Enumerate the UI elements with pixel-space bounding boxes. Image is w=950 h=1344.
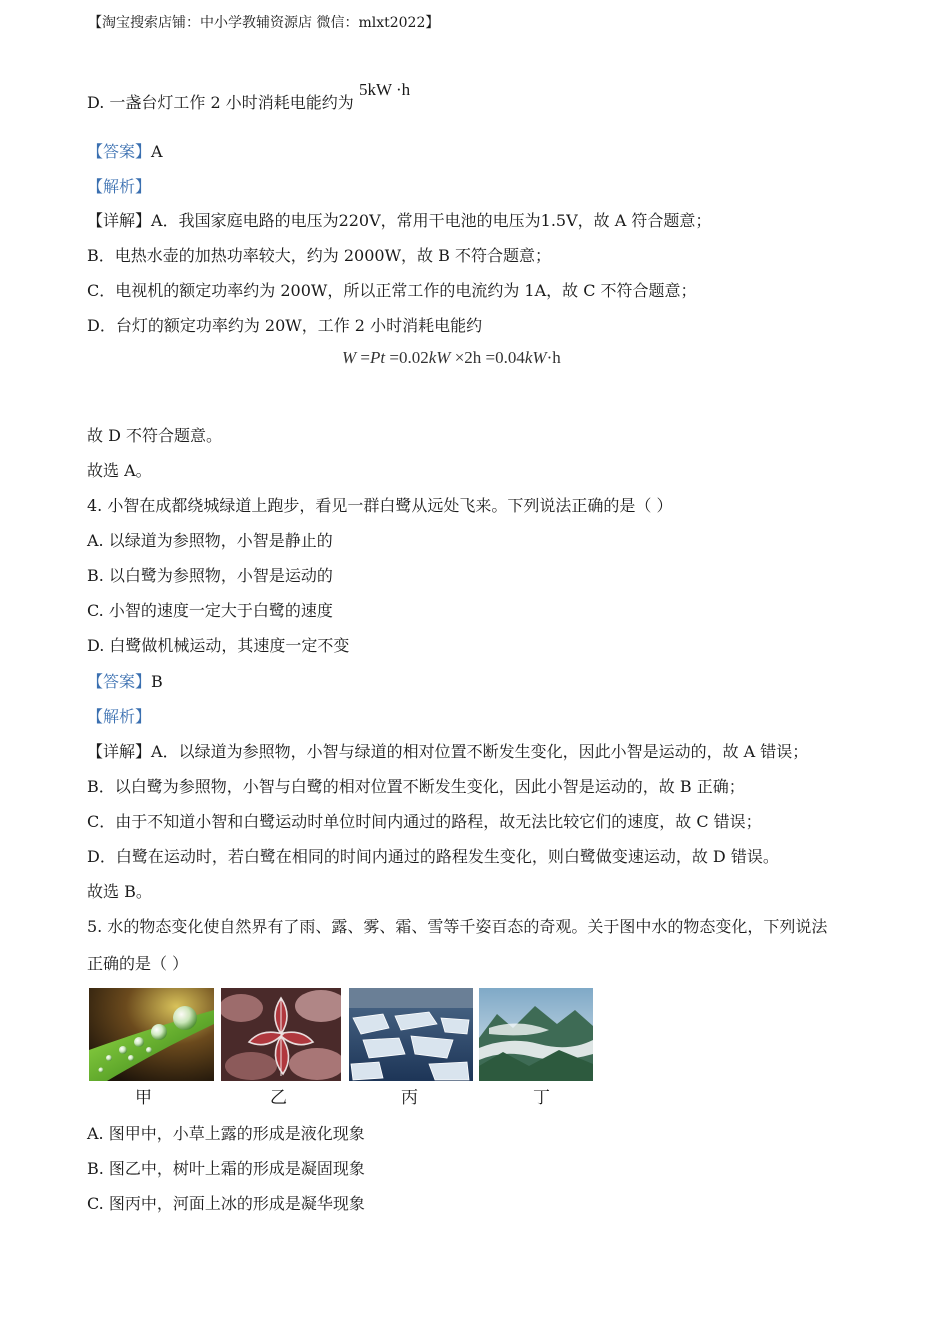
q4-answer (87, 671, 163, 693)
q3-answer (87, 141, 163, 163)
photo-ice-on-river (349, 988, 473, 1081)
dew-photo-drawing (89, 988, 214, 1081)
q3-detail-d: D．台灯的额定功率约为 20W，工作 2 小时消耗电能约 (87, 316, 483, 335)
q3-energy-formula (342, 348, 561, 368)
caption-bing: 丙 (401, 1088, 418, 1108)
detail-a-text: A．我国家庭电路的电压为220V，常用干电池的电压为1.5V，故 A 符合题意； (151, 211, 712, 230)
answer-value: A (151, 142, 163, 161)
q5-option-c: C. 图丙中，河面上冰的形成是凝华现象 (87, 1194, 365, 1213)
watermark-header: 【淘宝搜索店铺：中小学教辅资源店 微信：mlxt2022】 (88, 15, 440, 31)
q4-option-c: C. 小智的速度一定大于白鹭的速度 (87, 601, 333, 620)
q4-detail-c: C．由于不知道小智和白鹭运动时单位时间内通过的路程，故无法比较它们的速度，故 C 错误； (87, 812, 762, 831)
formula-mul: ×2h =0.04 (450, 348, 525, 367)
fog-photo-drawing (479, 988, 593, 1081)
photo-fog-mountains (479, 988, 593, 1081)
q4-detail-a (87, 741, 808, 763)
detail-label: 【详解】 (87, 211, 152, 230)
q3-option-d-formula: 5kW ·h (359, 80, 411, 99)
q4-option-b: B. 以白鹭为参照物，小智是运动的 (87, 566, 333, 585)
q5-stem-line1: 5. 水的物态变化使自然界有了雨、露、雾、霜、雪等千姿百态的奇观。关于图中水的物态变化，下列说法 (87, 917, 828, 936)
q4-stem: 4. 小智在成都绕城绿道上跑步，看见一群白鹭从远处飞来。下列说法正确的是（ ） (87, 496, 673, 515)
answer-label: 【答案】 (87, 142, 152, 161)
photo-frost-on-leaves (221, 988, 341, 1081)
answer-value: B (151, 672, 163, 691)
caption-jia: 甲 (135, 1088, 152, 1108)
q5-option-a: A. 图甲中，小草上露的形成是液化现象 (87, 1124, 365, 1143)
frost-photo-drawing (221, 988, 341, 1081)
q3-detail-a (87, 210, 711, 232)
q3-option-d: D. 一盏台灯工作 2 小时消耗电能约为 (87, 93, 354, 112)
q3-analysis-label: 【解析】 (87, 177, 152, 196)
q4-detail-b: B．以白鹭为参照物，小智与白鹭的相对位置不断发生变化，因此小智是运动的，故 B 正确； (87, 777, 745, 796)
q4-analysis-label: 【解析】 (87, 707, 152, 726)
q3-detail-c: C．电视机的额定功率约为 200W，所以正常工作的电流约为 1A，故 C 不符合题意； (87, 281, 697, 300)
q5-stem-line2: 正确的是（ ） (87, 954, 189, 973)
caption-yi: 乙 (270, 1088, 287, 1108)
q4-option-a: A. 以绿道为参照物，小智是静止的 (87, 531, 333, 550)
q5-option-b: B. 图乙中，树叶上霜的形成是凝固现象 (87, 1159, 365, 1178)
detail-label: 【详解】 (87, 742, 152, 761)
formula-h: ·h (546, 348, 561, 367)
q4-option-d: D. 白鹭做机械运动，其速度一定不变 (87, 636, 350, 655)
caption-ding: 丁 (533, 1088, 550, 1108)
q3-choose: 故选 A。 (87, 461, 152, 480)
formula-kw2: kW (524, 348, 547, 367)
q3-conclusion-d: 故 D 不符合题意。 (87, 426, 223, 445)
answer-label: 【答案】 (87, 672, 152, 691)
formula-kw1: kW (428, 348, 451, 367)
q3-detail-b: B．电热水壶的加热功率较大，约为 2000W，故 B 不符合题意； (87, 246, 551, 265)
photo-dew-on-grass (89, 988, 214, 1081)
formula-eq2: =0.02 (385, 348, 429, 367)
q4-detail-d: D．白鹭在运动时，若白鹭在相同的时间内通过的路程发生变化，则白鹭做变速运动，故 D 错误。 (87, 847, 779, 866)
detail-a-text: A．以绿道为参照物，小智与绿道的相对位置不断发生变化，因此小智是运动的，故 A 错误； (151, 742, 809, 761)
ice-photo-drawing (349, 988, 473, 1081)
q4-choose: 故选 B。 (87, 882, 152, 901)
formula-eq1: = (356, 348, 371, 367)
formula-pt: Pt (370, 348, 386, 367)
formula-w: W (342, 348, 357, 367)
